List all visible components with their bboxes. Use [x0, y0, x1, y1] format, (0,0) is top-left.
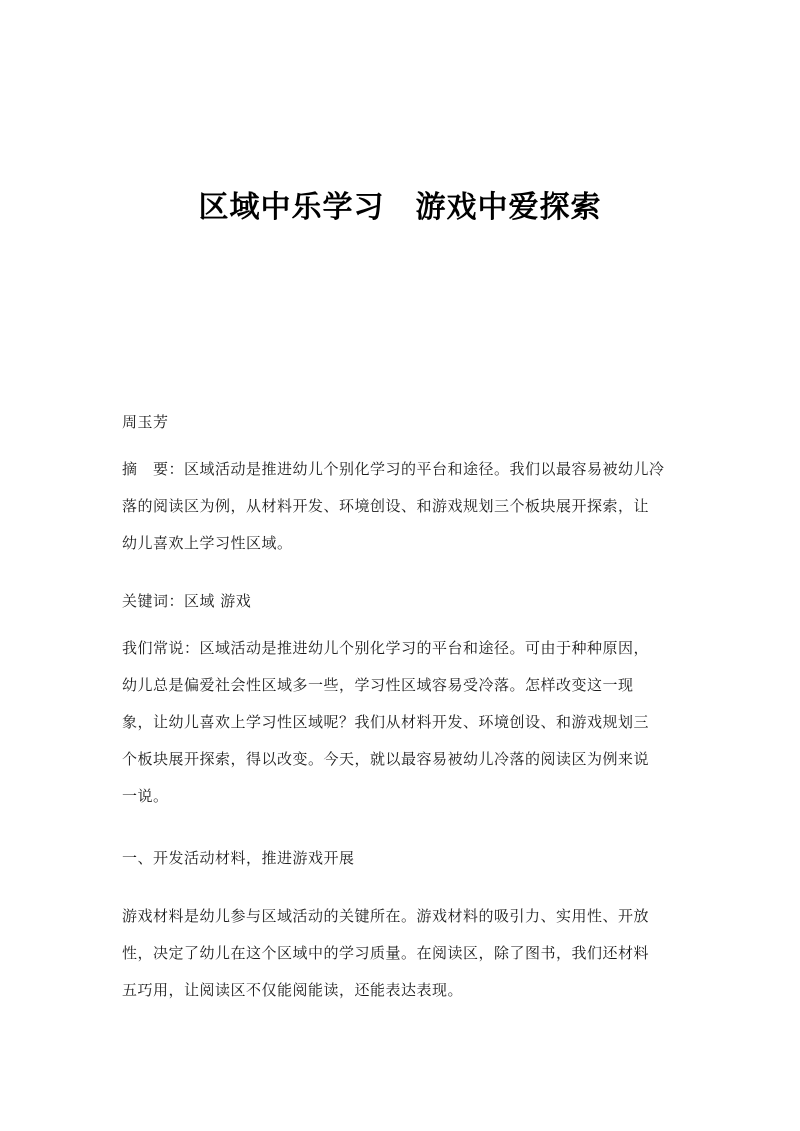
section-line: 游戏材料是幼儿参与区域活动的关键所在。游戏材料的吸引力、实用性、开放 [122, 907, 650, 925]
intro-line: 象，让幼儿喜欢上学习性区域呢？我们从材料开发、环境创设、和游戏规划三 [122, 713, 650, 731]
abstract-line: 摘 要：区域活动是推进幼儿个别化学习的平台和途径。我们以最容易被幼儿冷 [122, 460, 665, 478]
section-heading [122, 840, 678, 877]
intro-line: 幼儿总是偏爱社会性区域多一些，学习性区域容易受冷落。怎样改变这一现 [122, 676, 634, 694]
section-line: 性，决定了幼儿在这个区域中的学习质量。在阅读区，除了图书，我们还材料 [122, 944, 650, 962]
intro-line: 一说。 [122, 787, 169, 805]
section-paragraph [122, 898, 678, 1009]
section-line: 五巧用，让阅读区不仅能阅能读，还能表达表现。 [122, 981, 464, 999]
intro-paragraph [122, 630, 678, 815]
keywords-line: 关键词：区域 游戏 [122, 592, 252, 610]
intro-line: 我们常说：区域活动是推进幼儿个别化学习的平台和途径。可由于种种原因， [122, 639, 650, 657]
abstract-line: 落的阅读区为例，从材料开发、环境创设、和游戏规划三个板块展开探索，让 [122, 497, 650, 515]
keywords-paragraph [122, 583, 678, 620]
abstract-paragraph [122, 451, 678, 562]
author-line: 周玉芳 [122, 413, 169, 431]
abstract-line: 幼儿喜欢上学习性区域。 [122, 534, 293, 552]
document-title: 区域中乐学习 游戏中爱探索 [198, 190, 602, 225]
author-name [122, 404, 678, 441]
intro-line: 个板块展开探索，得以改变。今天，就以最容易被幼儿冷落的阅读区为例来说 [122, 750, 650, 768]
section-heading-line: 一、开发活动材料，推进游戏开展 [122, 849, 355, 867]
